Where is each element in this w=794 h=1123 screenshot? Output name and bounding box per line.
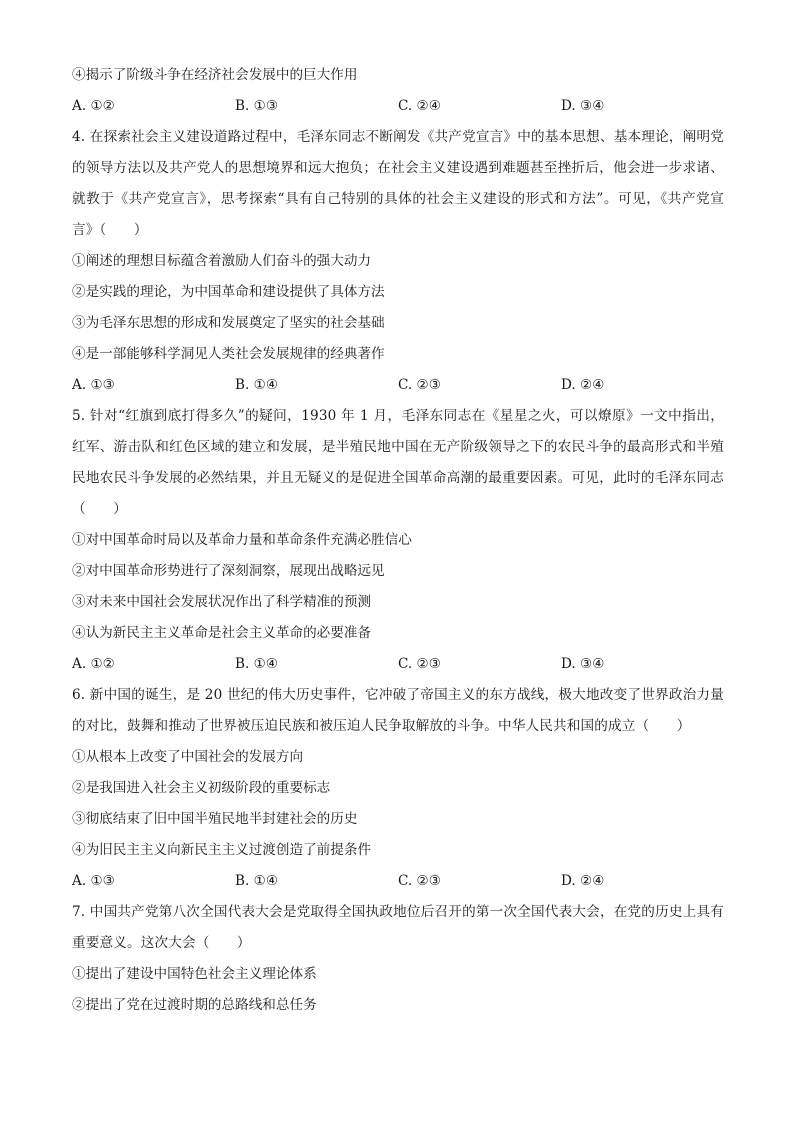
q7-item-2: ②提出了党在过渡时期的总路线和总任务 <box>72 997 317 1013</box>
q6-item-4: ④为旧民主主义向新民主主义过渡创造了前提条件 <box>72 842 372 858</box>
q6-item-2: ②是我国进入社会主义初级阶段的重要标志 <box>72 780 331 796</box>
q3-option-b: B. ①③ <box>235 98 279 114</box>
q3-options <box>72 91 724 122</box>
q7-stem: 7. 中国共产党第八次全国代表大会是党取得全国执政地位后召开的第一次全国代表大会，在党的历史上具有重要意义。这次大会（ ） <box>72 904 724 951</box>
q4-item-1: ①阐述的理想目标蕴含着激励人们奋斗的强大动力 <box>72 253 372 269</box>
q4-item-2: ②是实践的理论，为中国革命和建设提供了具体方法 <box>72 284 385 300</box>
q4-stem: 4. 在探索社会主义建设道路过程中，毛泽东同志不断阐发《共产党宣言》中的基本思想、基本理论，阐明党的领导方法以及共产党人的思想境界和远大抱负；在社会主义建设遇到难题甚至挫折后，他会进一步求诸、就教于《共产党宣言》，思考探索“具有自己特别的具体的社会主义建设的形式和方法”。可见，《共产党宣言》（ ） <box>72 129 724 238</box>
q6-option-b: B. ①④ <box>235 873 279 889</box>
q5-option-c: C. ②③ <box>398 656 441 672</box>
q5-stem: 5. 针对“红旗到底打得多久”的疑问，1930 年 1 月，毛泽东同志在《星星之火，可以燎原》一文中指出，红军、游击队和红色区域的建立和发展，是半殖民地中国在无产阶级领导之下的农民斗争的最高形式和半殖民地农民斗争发展的必然结果，并且无疑义的是促进全国革命高潮的最重要因素。可见，此时的毛泽东同志（ ） <box>72 408 724 517</box>
q4-option-b: B. ①④ <box>235 377 279 393</box>
q4-options <box>72 370 724 401</box>
q3-option-c: C. ②④ <box>398 98 441 114</box>
q5-item-4: ④认为新民主主义革命是社会主义革命的必要准备 <box>72 625 372 641</box>
q4-item-4: ④是一部能够科学洞见人类社会发展规律的经典著作 <box>72 346 385 362</box>
q4-option-a: A. ①③ <box>72 377 115 393</box>
q6-item-3: ③彻底结束了旧中国半殖民地半封建社会的历史 <box>72 811 358 827</box>
q3-option-d: D. ③④ <box>561 98 605 114</box>
q7-item-1: ①提出了建设中国特色社会主义理论体系 <box>72 966 317 982</box>
q6-option-a: A. ①③ <box>72 873 115 889</box>
q5-item-2: ②对中国革命形势进行了深刻洞察，展现出战略远见 <box>72 563 385 579</box>
q5-option-b: B. ①④ <box>235 656 279 672</box>
q6-options <box>72 866 724 897</box>
q4-option-d: D. ②④ <box>561 377 605 393</box>
document-page <box>72 60 724 1021</box>
q5-option-a: A. ①② <box>72 656 115 672</box>
q3-option-a: A. ①② <box>72 98 115 114</box>
q4-item-3: ③为毛泽东思想的形成和发展奠定了坚实的社会基础 <box>72 315 385 331</box>
q3-item-4: ④揭示了阶级斗争在经济社会发展中的巨大作用 <box>72 67 358 83</box>
q6-option-c: C. ②③ <box>398 873 441 889</box>
q5-item-1: ①对中国革命时局以及革命力量和革命条件充满必胜信心 <box>72 532 412 548</box>
q4-option-c: C. ②③ <box>398 377 441 393</box>
q5-item-3: ③对未来中国社会发展状况作出了科学精准的预测 <box>72 594 372 610</box>
q6-stem: 6. 新中国的诞生，是 20 世纪的伟大历史事件，它冲破了帝国主义的东方战线，极大地改变了世界政治力量的对比，鼓舞和推动了世界被压迫民族和被压迫人民争取解放的斗争。中华人民共和国的成立（ ） <box>72 687 724 734</box>
q6-item-1: ①从根本上改变了中国社会的发展方向 <box>72 749 304 765</box>
q5-options <box>72 649 724 680</box>
q5-option-d: D. ③④ <box>561 656 605 672</box>
q6-option-d: D. ②④ <box>561 873 605 889</box>
